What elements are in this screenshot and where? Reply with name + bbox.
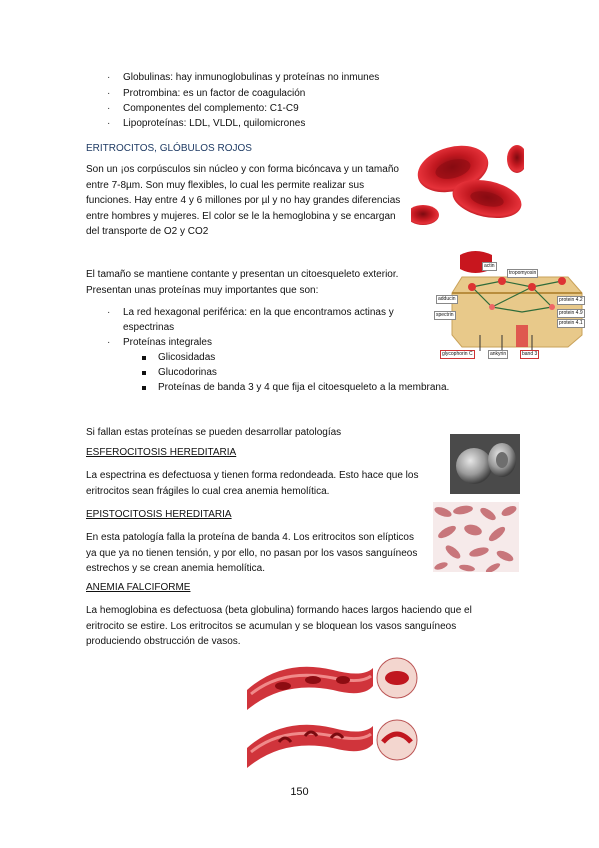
spherocyte-micrograph bbox=[450, 434, 520, 494]
sickle-cell-illustration bbox=[243, 650, 421, 775]
section-heading-epistocitosis: EPISTOCITOSIS HEREDITARIA bbox=[86, 509, 232, 520]
eritrocitos-paragraph: Son un ¡os corpúsculos sin núcleo y con forma bicóncava y un tamaño entre 7-8µm. Son muy flexibles, lo cual les permite realizar sus funciones. Hay entre 4 y 6 millones por µl y no hay grandes diferencias entre hombres y mujeres. El color se le la hemoglobina y se encargan del transporte de O2 y CO2 bbox=[86, 164, 401, 237]
citoesqueleto-paragraph: El tamaño se mantiene contante y presentan un citoesqueleto exterior. Presentan unas proteínas muy importantes que son: bbox=[86, 269, 399, 296]
pathologies-intro: Si fallan estas proteínas se pueden desarrollar patologías bbox=[86, 427, 342, 438]
epistocitosis-paragraph: En esta patología falla la proteína de banda 4. Los eritrocitos son elípticos ya que ya no tienen tensión, y por ello, no pasan por los vasos sanguíneos estrechos y se crean anemia hemolítica. bbox=[86, 532, 418, 574]
anemia-paragraph: La hemoglobina es defectuosa (beta globulina) formando haces largos haciendo que el eritrocito se estire. Los eritrocitos se acumulan y se bloquean los vasos sanguíneos produciendo obstrucción de vasos. bbox=[86, 605, 472, 647]
elliptocyte-micrograph bbox=[433, 502, 519, 572]
section-heading-eritrocitos: ERITROCITOS, GLÓBULOS ROJOS bbox=[86, 143, 252, 154]
section-heading-anemia: ANEMIA FALCIFORME bbox=[86, 582, 191, 593]
red-blood-cells-image bbox=[411, 137, 524, 232]
section-heading-esferocitosis: ESFEROCITOSIS HEREDITARIA bbox=[86, 447, 237, 458]
esferocitosis-paragraph: La espectrina es defectuosa y tienen forma redondeada. Esto hace que los eritrocitos sean frágiles lo cual crea anemia hemolítica. bbox=[86, 470, 419, 497]
cytoskeleton-diagram: actin tropomyosin adducin spectrin protein 4.2 protein 4.9 protein 4.1 glycophorin C ankyrin band 3 bbox=[432, 247, 596, 360]
page-number: 150 bbox=[290, 786, 309, 798]
